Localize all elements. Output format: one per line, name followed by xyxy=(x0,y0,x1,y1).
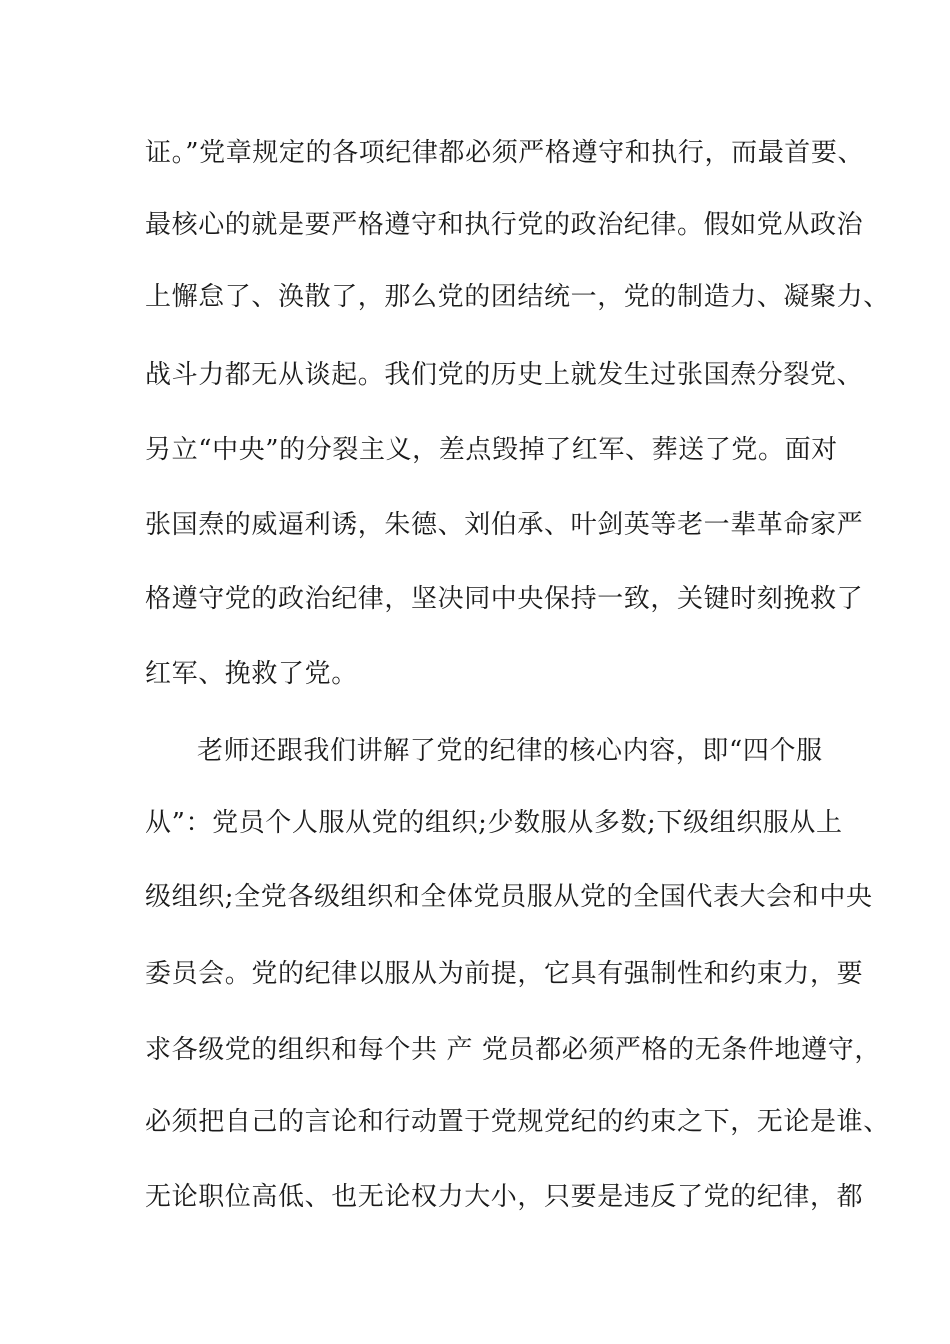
text-line: 格遵守党的政治纪律，坚决同中央保持一致，关键时刻挽救了 xyxy=(145,584,864,614)
text-line: 上懈怠了、涣散了，那么党的团结统一，党的制造力、凝聚力、 xyxy=(145,282,890,312)
text-line: 最核心的就是要严格遵守和执行党的政治纪律。假如党从政治 xyxy=(145,210,864,240)
text-line: 级组织;全党各级组织和全体党员服从党的全国代表大会和中央 xyxy=(145,882,873,912)
text-line: 证。”党章规定的各项纪律都必须严格遵守和执行，而最首要、 xyxy=(145,138,865,168)
text-line: 必须把自己的言论和行动置于党规党纪的约束之下，无论是谁、 xyxy=(145,1107,890,1137)
text-line: 张国焘的威逼利诱，朱德、刘伯承、叶剑英等老一辈革命家严 xyxy=(145,510,864,540)
text-line: 战斗力都无从谈起。我们党的历史上就发生过张国焘分裂党、 xyxy=(145,360,864,390)
paragraph-first-line: 老师还跟我们讲解了党的纪律的核心内容，即“四个服 xyxy=(197,736,823,766)
text-line: 从”：党员个人服从党的组织;少数服从多数;下级组织服从上 xyxy=(145,808,843,838)
text-line: 求各级党的组织和每个共 产 党员都必须严格的无条件地遵守， xyxy=(145,1035,881,1065)
text-line: 委员会。党的纪律以服从为前提，它具有强制性和约束力，要 xyxy=(145,959,864,989)
text-line: 另立“中央”的分裂主义，差点毁掉了红军、葬送了党。面对 xyxy=(145,435,838,465)
text-line: 无论职位高低、也无论权力大小，只要是违反了党的纪律，都 xyxy=(145,1182,864,1212)
text-line: 红军、挽救了党。 xyxy=(145,659,358,689)
